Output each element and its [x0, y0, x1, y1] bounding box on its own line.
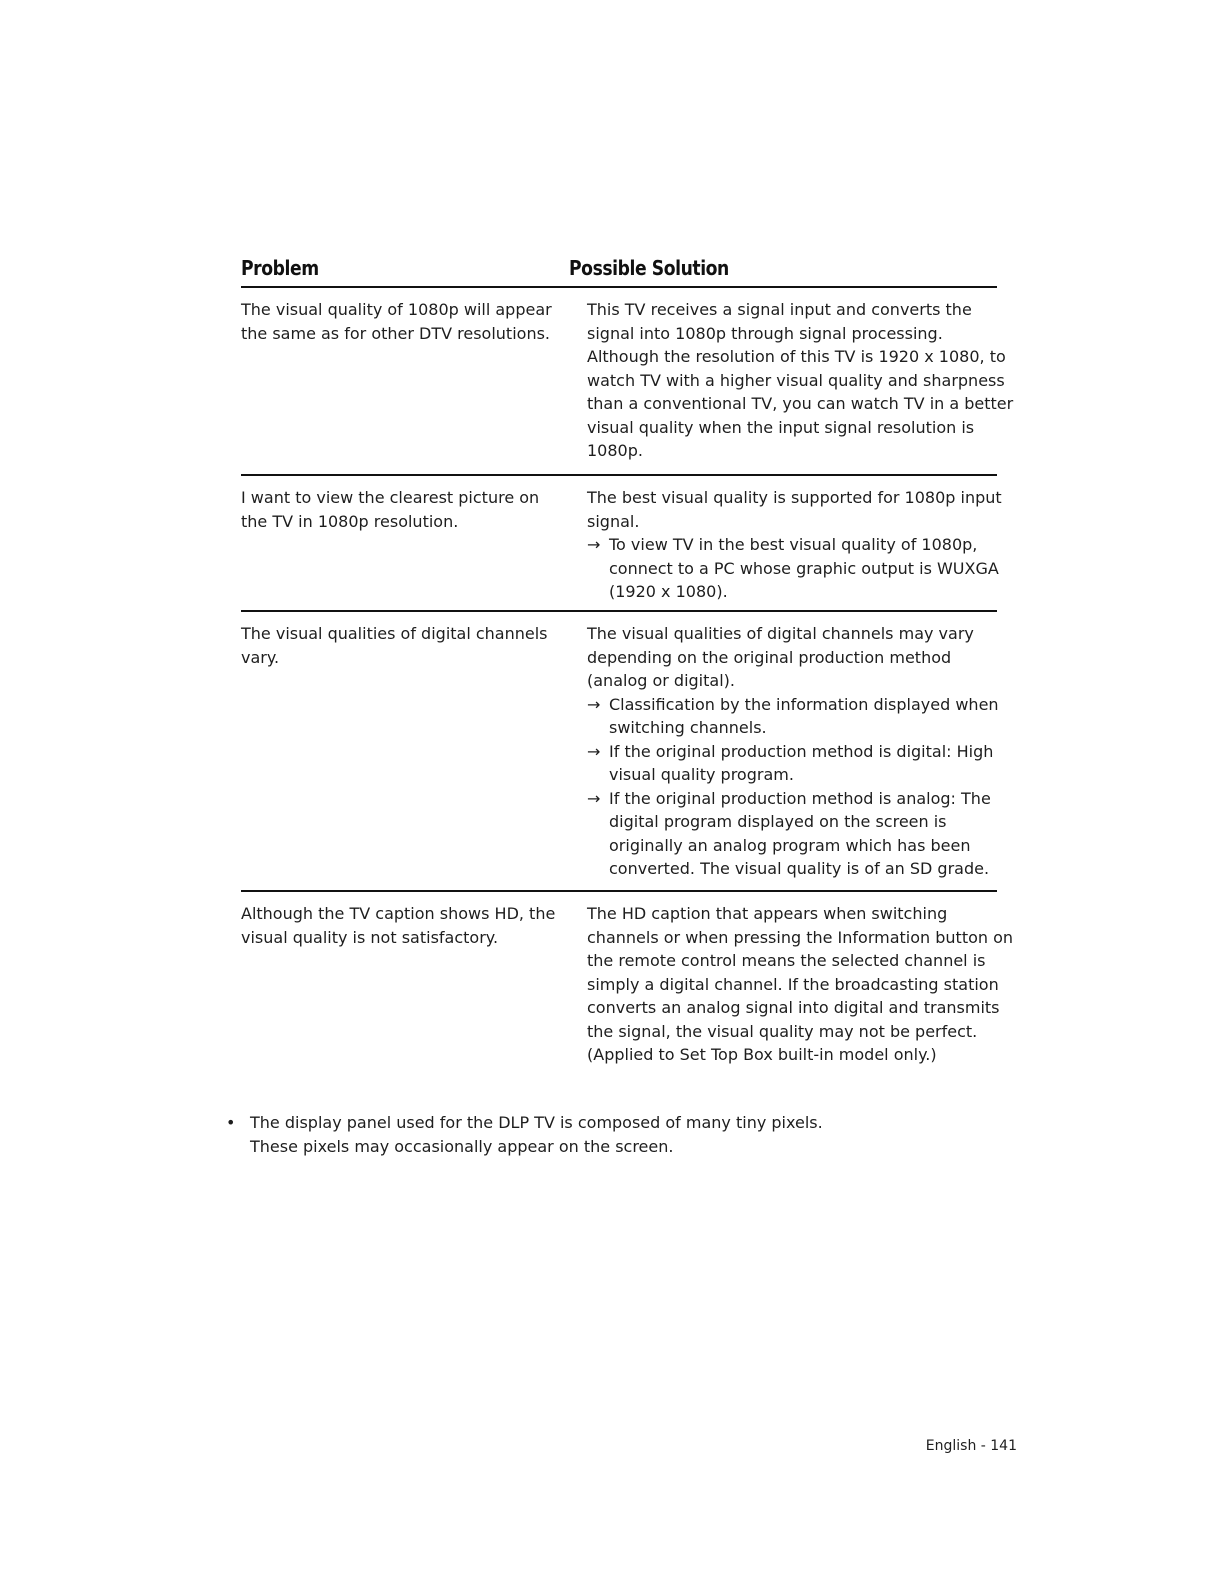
- table-header: [241, 256, 997, 288]
- table-row: [241, 476, 1002, 612]
- solution-paragraph: Although the resolution of this TV is 1920 x 1080, to watch TV with a higher visual quality and sharpness than a conventional TV, you can watch TV in a better visual quality when the input signal resolution is 1080p.: [587, 347, 1014, 460]
- solution-cell: [587, 486, 1015, 602]
- solution-cell: [587, 298, 1015, 466]
- table-row: [241, 892, 1014, 1075]
- arrow-list-item: → Classification by the information displayed when switching channels.: [587, 694, 999, 737]
- solution-paragraph: The HD caption that appears when switching channels or when pressing the Information button on the remote control means the selected channel is simply a digital channel. If the broadcasting station converts an analog signal into digital and transmits the signal, the visual quality may not be perfect.: [587, 904, 1014, 1041]
- solution-paragraph: The best visual quality is supported for 1080p input signal.: [587, 488, 1002, 531]
- solution-paragraph: This TV receives a signal input and converts the signal into 1080p through signal processing.: [587, 300, 972, 343]
- problem-cell: The visual quality of 1080p will appear the same as for other DTV resolutions.: [241, 300, 552, 343]
- problem-cell: I want to view the clearest picture on the TV in 1080p resolution.: [241, 488, 540, 531]
- solution-cell: [587, 622, 1015, 882]
- solution-cell: [587, 902, 1015, 1067]
- pixel-note: [226, 1111, 986, 1159]
- arrow-right-icon: →: [587, 694, 601, 714]
- page-number: English - 141: [925, 1438, 1017, 1454]
- arrow-list-item: → If the original production method is digital: High visual quality program.: [587, 741, 994, 784]
- problem-cell: The visual qualities of digital channels vary.: [241, 624, 548, 667]
- solution-paragraph: The visual qualities of digital channels may vary depending on the original production method (analog or digital).: [587, 624, 974, 690]
- note-line: These pixels may occasionally appear on the screen.: [250, 1137, 674, 1156]
- table-row: [241, 288, 1014, 476]
- arrow-list-item: → If the original production method is analog: The digital program displayed on the screen is originally an analog program which has been converted. The visual quality is of an SD grade.: [587, 788, 991, 878]
- header-problem: Problem: [241, 256, 319, 280]
- arrow-right-icon: →: [587, 741, 601, 761]
- header-solution: Possible Solution: [569, 256, 729, 280]
- troubleshooting-table: [241, 256, 1014, 1075]
- note-line: The display panel used for the DLP TV is composed of many tiny pixels.: [250, 1113, 823, 1132]
- arrow-right-icon: →: [587, 788, 601, 808]
- problem-cell: Although the TV caption shows HD, the visual quality is not satisfactory.: [241, 904, 556, 947]
- arrow-right-icon: →: [587, 535, 601, 554]
- arrow-list-item: → To view TV in the best visual quality of 1080p, connect to a PC whose graphic output is WUXGA (1920 x 1080).: [587, 535, 999, 601]
- table-row: [241, 612, 997, 892]
- solution-paragraph: (Applied to Set Top Box built-in model only.): [587, 1045, 937, 1064]
- bullet-icon: •: [226, 1113, 236, 1132]
